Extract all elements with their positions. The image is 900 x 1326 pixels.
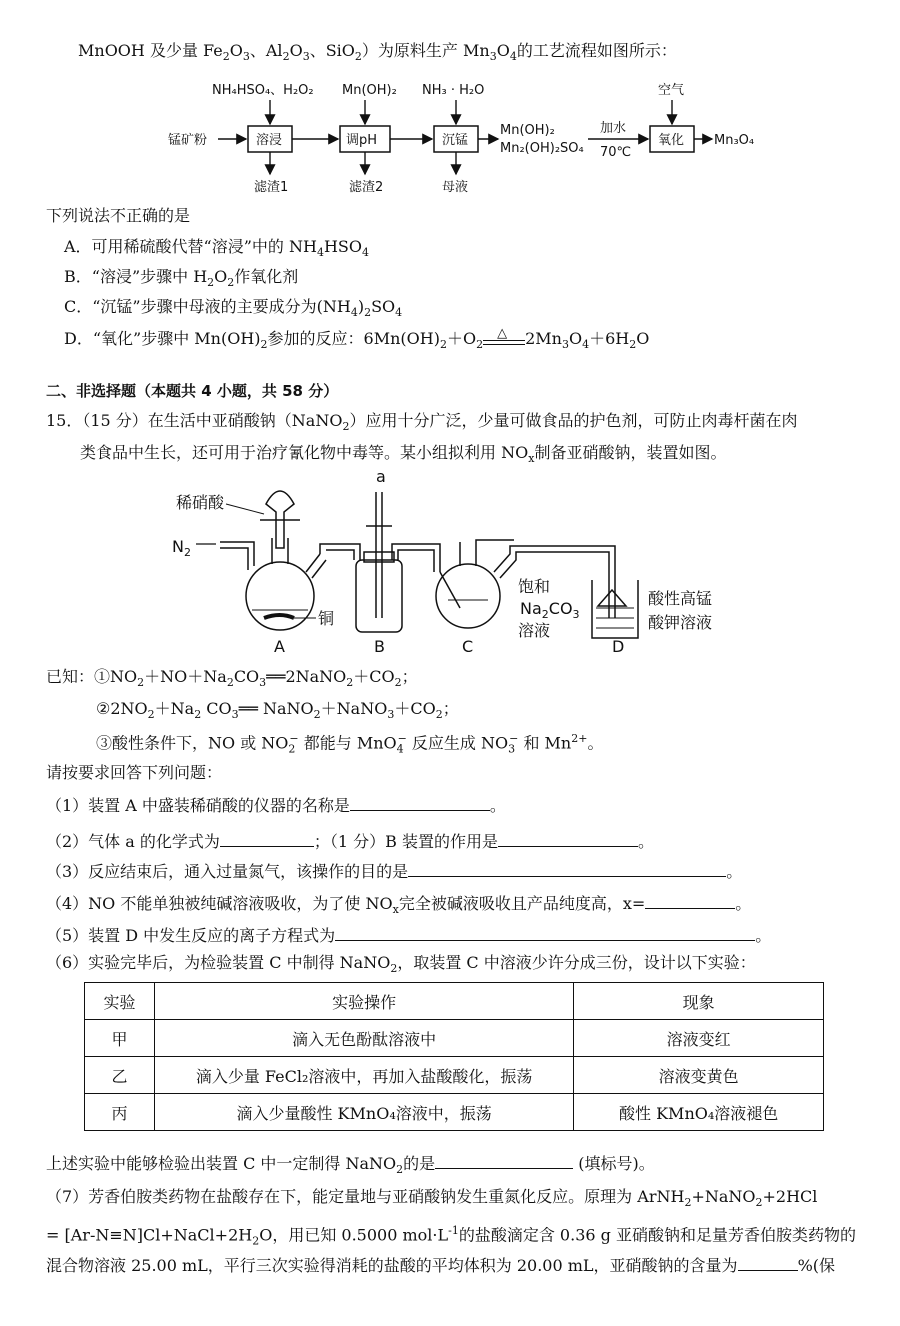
table-cell: 滴入少量酸性 KMnO₄溶液中，振荡 (154, 1094, 573, 1131)
label-kmno4-2: 酸钾溶液 (648, 613, 713, 632)
table-cell: 溶液变黄色 (574, 1057, 824, 1094)
sub-q5: （5）装置 D 中发生反应的离子方程式为 。 (46, 922, 771, 947)
table-cell: 滴入少量 FeCl₂溶液中，再加入盐酸酸化，振荡 (154, 1057, 573, 1094)
condition-1: 加水 (600, 121, 627, 136)
label-D: D (612, 637, 625, 656)
svg-text:溶浸: 溶浸 (256, 133, 283, 148)
air-label: 空气 (658, 83, 685, 98)
header-cell: 实验操作 (154, 983, 573, 1020)
q14-option-d: D．“氧化”步骤中 $Mn(OH)_2$参加的反应：$6Mn(OH)_2+O_2$ △ $2Mn_3O_4+6H_2O$ (64, 325, 650, 352)
sub-q7-line2: = $[Ar-N\equiv N]Cl+NaCl+2H_2O$，用已知 0.5000 $mol\cdot L^{-1}$的盐酸滴定含 0.36 g 亚硝酸钠和足量芳香伯胺类药物的 (46, 1224, 856, 1248)
q14-stem: 下列说法不正确的是 (46, 206, 191, 225)
intermediate-1: Mn(OH)₂ (500, 123, 555, 138)
condition-2: 70℃ (600, 145, 632, 160)
after-table-question: 上述实验中能够检验出装置 C 中一定制得 NaNO$_2$的是 (填标号)。 (46, 1150, 655, 1181)
answer-requirement: 请按要求回答下列问题： (46, 763, 223, 782)
svg-text:沉锰: 沉锰 (442, 133, 469, 148)
known-r1: 已知：$①NO_2+NO+Na_2CO_3══2NaNO_2+CO_2$； (46, 667, 418, 690)
table-cell: 滴入无色酚酞溶液中 (154, 1020, 573, 1057)
header-cell: 实验 (85, 983, 155, 1020)
waste-2: 滤渣2 (349, 180, 384, 195)
intro-line: MnOOH 及少量 $Fe_2O_3$、$Al_2O_3$、SiO$_2$）为原料生产 $Mn_3O_4$的工艺流程如图所示： (78, 41, 677, 64)
waste-1: 滤渣1 (254, 180, 289, 195)
table-cell: 乙 (85, 1057, 155, 1094)
table-header-row (85, 983, 824, 1020)
sub-q7-line1: （7）芳香伯胺类药物在盐酸存在下，能定量地与亚硝酸钠发生重氮化反应。原理为 ArNH$_2$+NaNO$_2$+2HCl (46, 1187, 818, 1210)
experiment-table (84, 982, 824, 1131)
product: Mn₃O₄ (714, 133, 755, 148)
answer-blank-4[interactable] (645, 890, 735, 909)
sub-q1: （1）装置 A 中盛装稀硝酸的仪器的名称是 。 (46, 792, 506, 817)
waste-3: 母液 (442, 180, 469, 195)
answer-blank-3[interactable] (408, 858, 726, 877)
svg-text:氧化: 氧化 (658, 133, 685, 148)
label-solution: 溶液 (518, 621, 551, 640)
answer-blank-7[interactable] (738, 1252, 798, 1271)
label-na2co3: $Na_2CO_3$ (520, 599, 580, 621)
sub-q4: （4）NO 不能单独被纯碱溶液吸收，为了使 $NO_x$完全被碱液吸收且产品纯度高，x= 。 (46, 890, 751, 921)
sub-q3: （3）反应结束后，通入过量氮气，该操作的目的是 。 (46, 858, 742, 883)
apparatus-diagram (160, 468, 750, 656)
answer-blank-2b[interactable] (498, 828, 638, 847)
table-row (85, 1094, 824, 1131)
reagent-3: NH₃ · H₂O (422, 83, 485, 98)
section-2-heading: 二、非选择题（本题共 4 小题，共 58 分） (46, 382, 339, 400)
table-cell: 酸性 KMnO₄溶液褪色 (574, 1094, 824, 1131)
label-B: B (374, 637, 385, 656)
q15-intro-line1: 15．（15 分）在生活中亚硝酸钠（NaNO$_2$）应用十分广泛，少量可做食品的护色剂，可防止肉毒杆菌在肉 (46, 411, 798, 434)
header-cell: 现象 (574, 983, 824, 1020)
sub-q6: （6）实验完毕后，为检验装置 C 中制得 NaNO$_2$，取装置 C 中溶液少许分成三份，设计以下实验： (46, 953, 756, 976)
label-gas-a: a (376, 468, 386, 486)
reagent-2: Mn(OH)₂ (342, 83, 397, 98)
table-row (85, 1057, 824, 1094)
table-cell: 丙 (85, 1094, 155, 1131)
sub-q2: （2）气体 a 的化学式为 ；（1 分）B 装置的作用是 。 (46, 828, 654, 853)
svg-text:调pH: 调pH (346, 133, 378, 148)
q14-option-c: C．“沉锰”步骤中母液的主要成分为$(NH_4)_2SO_4$ (64, 297, 403, 320)
raw-material: 锰矿粉 (168, 133, 208, 148)
label-kmno4-1: 酸性高锰 (648, 589, 713, 608)
answer-blank-1[interactable] (350, 792, 490, 811)
label-C: C (462, 637, 474, 656)
process-flow-diagram (160, 76, 780, 196)
known-r3: ③酸性条件下，NO 或 $NO_2^-$ 都能与 MnO$_4$− 反应生成 $NO_3^-$ 和 $Mn^{2+}$。 (96, 732, 604, 756)
label-A: A (274, 637, 285, 656)
table-cell: 甲 (85, 1020, 155, 1057)
reagent-1: NH₄HSO₄、H₂O₂ (212, 83, 314, 98)
intermediate-2: Mn₂(OH)₂SO₄ (500, 141, 584, 156)
q14-option-a: A．可用稀硫酸代替“溶浸”中的 $NH_4HSO_4$ (64, 237, 369, 260)
table-row (85, 1020, 824, 1057)
q14-option-b: B．“溶浸”步骤中 $H_2O_2$作氧化剂 (64, 267, 299, 290)
answer-blank-5[interactable] (335, 922, 755, 941)
table-cell: 溶液变红 (574, 1020, 824, 1057)
answer-blank-2a[interactable] (220, 828, 314, 847)
known-r2: $②2NO_2+Na_2$ $CO_3══$ $NaNO_2+NaNO_3+CO_2$； (96, 699, 459, 722)
answer-blank-6[interactable] (435, 1150, 573, 1169)
label-copper: 铜 (318, 609, 335, 628)
sub-q7-line3: 混合物溶液 25.00 mL，平行三次实验得消耗的盐酸的平均体积为 20.00 mL，亚硝酸钠的含量为 %(保 (46, 1252, 835, 1277)
label-saturated: 饱和 (518, 577, 551, 596)
q15-intro-line2: 类食品中生长，还可用于治疗氰化物中毒等。某小组拟利用 $NO_x$制备亚硝酸钠，装置如图。 (80, 443, 727, 466)
label-dilute-nitric-acid: 稀硝酸 (176, 493, 225, 512)
heat-equals-sign: △ (483, 329, 525, 351)
label-n2: $N_2$ (172, 537, 191, 559)
